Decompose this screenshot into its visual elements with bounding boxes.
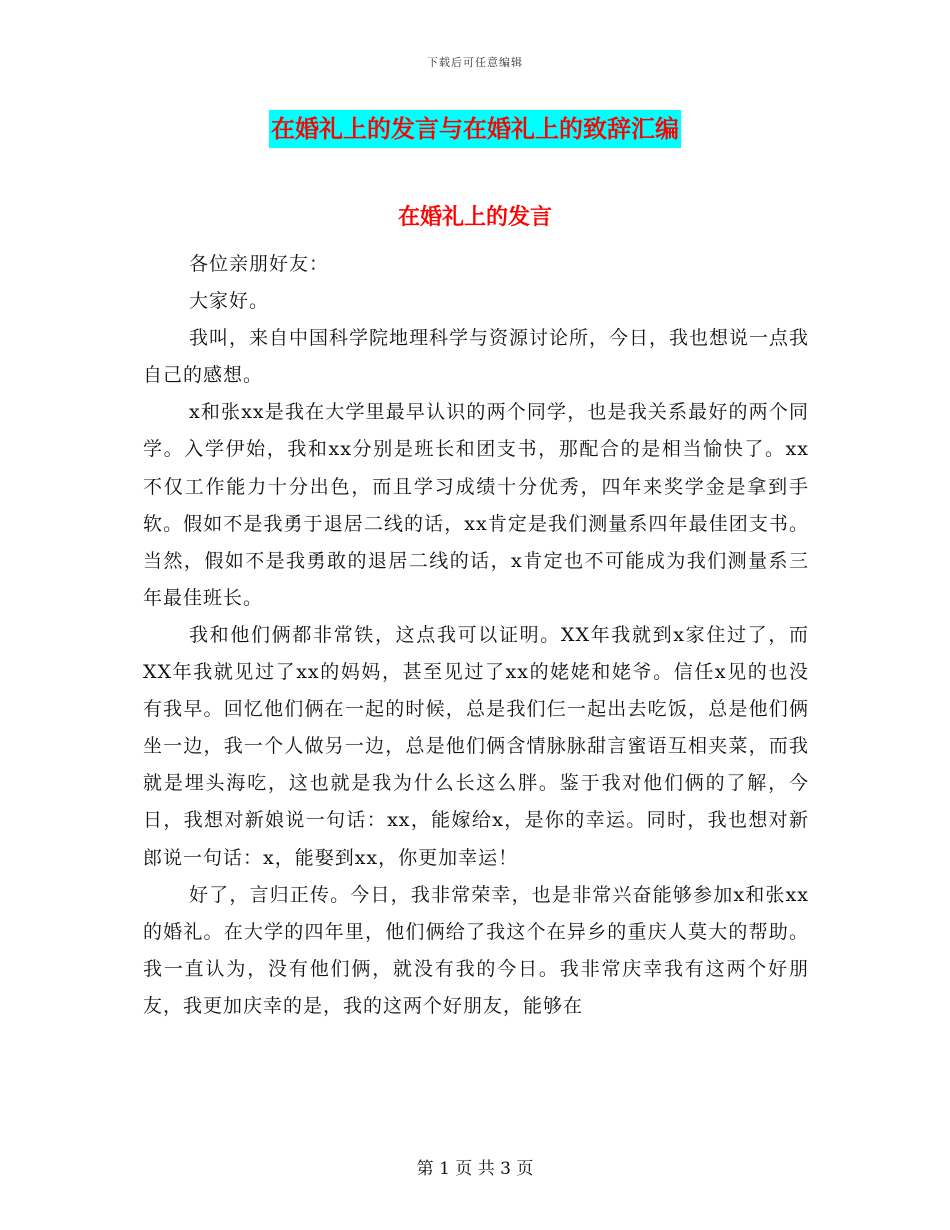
page-footer: 第 1 页 共 3 页 (416, 1159, 534, 1179)
main-title-container (0, 110, 950, 148)
paragraph-classmates: x和张xx是我在大学里最早认识的两个同学，也是我关系最好的两个同学。入学伊始，我和xx分别是班长和团支书，那配合的是相当愉快了。xx不仅工作能力十分出色，而且学习成绩十分优秀，四年来奖学金是拿到手软。假如不是我勇于退居二线的话，xx肯定是我们测量系四年最佳团支书。当然，假如不是我勇敢的退居二线的话，x肯定也不可能成为我们测量系三年最佳班长。 (143, 401, 809, 609)
document-body (143, 246, 809, 1025)
document-main-title: 在婚礼上的发言与在婚礼上的致辞汇编 (269, 110, 681, 148)
paragraph-gratitude: 好了，言归正传。今日，我非常荣幸，也是非常兴奋能够参加x和张xx的婚礼。在大学的四年里，他们俩给了我这个在异乡的重庆人莫大的帮助。我一直认为，没有他们俩，就没有我的今日。我非常庆幸我有这两个好朋友，我更加庆幸的是，我的这两个好朋友，能够在 (143, 883, 809, 1017)
paragraph-hello: 大家好。 (189, 290, 270, 313)
page-header-note: 下载后可任意编辑 (427, 56, 523, 69)
section-title: 在婚礼上的发言 (397, 204, 552, 230)
paragraph-friendship: 我和他们俩都非常铁，这点我可以证明。XX年我就到x家住过了，而XX年我就见过了xx的妈妈，甚至见过了xx的姥姥和姥爷。信任x见的也没有我早。回忆他们俩在一起的时候，总是我们仨一起出去吃饭，总是他们俩坐一边，我一个人做另一边，总是他们俩含情脉脉甜言蜜语互相夹菜，而我就是埋头海吃，这也就是我为什么长这么胖。鉴于我对他们俩的了解，今日，我想对新娘说一句话：xx，能嫁给x，是你的幸运。同时，我也想对新郎说一句话：x，能娶到xx，你更加幸运！ (143, 623, 809, 869)
paragraph-intro: 我叫，来自中国科学院地理科学与资源讨论所，今日，我也想说一点我自己的感想。 (143, 327, 810, 387)
paragraph-greeting: 各位亲朋好友： (189, 253, 330, 275)
